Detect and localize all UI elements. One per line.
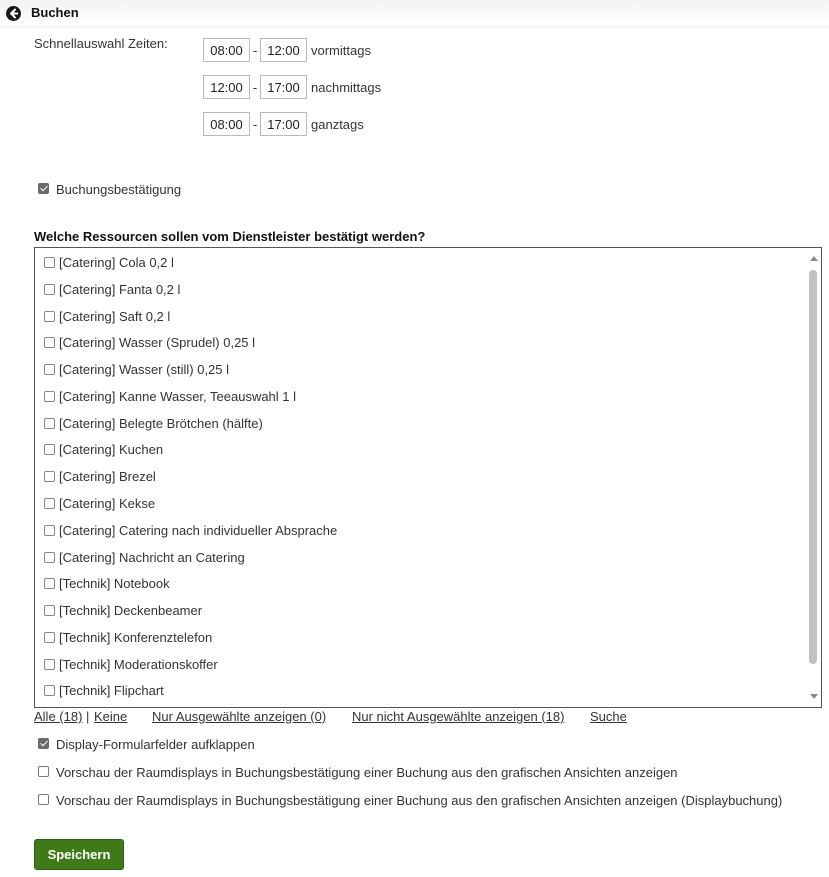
page-title: Buchen [31,5,79,20]
time-to-input[interactable] [260,75,307,99]
resource-label: [Catering] Catering nach individueller Absprache [59,523,338,538]
resource-label: [Catering] Cola 0,2 l [59,255,174,270]
time-to-input[interactable] [260,112,307,136]
resource-checkbox[interactable] [44,337,55,348]
resource-label: [Technik] Moderationskoffer [59,657,218,672]
display-preview-displaybooking-checkbox[interactable] [38,794,49,805]
resource-label: [Technik] Flipchart [59,683,164,698]
scroll-thumb[interactable] [809,270,817,664]
save-button[interactable]: Speichern [34,839,124,870]
time-separator: - [252,116,258,132]
resource-list[interactable] [34,247,822,708]
resource-label: [Catering] Saft 0,2 l [59,309,171,324]
resource-checkbox[interactable] [44,284,55,295]
resource-checkbox[interactable] [44,364,55,375]
resource-checkbox[interactable] [44,444,55,455]
resource-checkbox[interactable] [44,659,55,670]
scroll-down-arrow-icon[interactable] [810,694,818,699]
resources-heading: Welche Ressourcen sollen vom Dienstleister bestätigt werden? [34,229,426,244]
resource-label: [Catering] Kuchen [59,442,164,457]
resource-checkbox[interactable] [44,552,55,563]
resource-label: [Technik] Deckenbeamer [59,603,203,618]
resource-label: [Catering] Kanne Wasser, Teeauswahl 1 l [59,389,297,404]
select-all-link[interactable]: Alle (18) [34,709,83,724]
resource-checkbox[interactable] [44,498,55,509]
time-row-morning [203,37,371,63]
time-from-input[interactable] [203,38,250,62]
resource-label: [Catering] Wasser (Sprudel) 0,25 l [59,335,256,350]
show-unselected-link[interactable]: Nur nicht Ausgewählte anzeigen (18) [352,709,565,724]
booking-confirmation-checkbox[interactable] [38,183,49,194]
resource-label: [Catering] Fanta 0,2 l [59,282,181,297]
time-row-label: vormittags [311,42,371,58]
resource-checkbox[interactable] [44,685,55,696]
resource-checkbox[interactable] [44,311,55,322]
display-preview-checkbox[interactable] [38,766,49,777]
time-to-input[interactable] [260,38,307,62]
display-fields-label: Display-Formularfelder aufklappen [56,737,255,752]
booking-confirmation-label: Buchungsbestätigung [56,182,182,197]
resource-checkbox[interactable] [44,257,55,268]
arrow-left-circle-icon[interactable] [6,6,21,21]
resource-checkbox[interactable] [44,418,55,429]
resource-checkbox[interactable] [44,471,55,482]
list-scrollbar[interactable] [806,248,821,707]
time-row-label: ganztags [311,116,364,132]
resource-checkbox[interactable] [44,578,55,589]
resource-label: [Technik] Konferenztelefon [59,630,213,645]
show-selected-link[interactable]: Nur Ausgewählte anzeigen (0) [152,709,327,724]
resource-label: [Technik] Notebook [59,576,170,591]
resource-checkbox[interactable] [44,632,55,643]
header-bar [0,0,829,26]
quick-select-label: Schnellauswahl Zeiten: [34,36,168,51]
resource-checkbox[interactable] [44,525,55,536]
time-separator: - [252,79,258,95]
display-fields-checkbox[interactable] [38,738,49,749]
time-row-label: nachmittags [311,79,382,95]
resource-label: [Catering] Nachricht an Catering [59,550,245,565]
display-preview-displaybooking-label: Vorschau der Raumdisplays in Buchungsbestätigung einer Buchung aus den grafischen Ansichten anzeigen (Displaybuchung) [56,793,783,808]
time-from-input[interactable] [203,75,250,99]
search-link[interactable]: Suche [590,709,627,724]
resource-label: [Catering] Wasser (still) 0,25 l [59,362,230,377]
display-preview-label: Vorschau der Raumdisplays in Buchungsbestätigung einer Buchung aus den grafischen Ansichten anzeigen [56,765,678,780]
resource-checkbox[interactable] [44,605,55,616]
time-separator: - [252,42,258,58]
resource-label: [Catering] Belegte Brötchen (hälfte) [59,416,263,431]
select-none-link[interactable]: Keine [94,709,128,724]
resource-label: [Catering] Kekse [59,496,156,511]
resource-label: [Catering] Brezel [59,469,156,484]
scroll-up-arrow-icon[interactable] [810,256,818,261]
time-row-fullday [203,111,364,137]
time-row-afternoon [203,74,381,100]
link-separator: | [86,709,90,724]
time-from-input[interactable] [203,112,250,136]
resource-checkbox[interactable] [44,391,55,402]
